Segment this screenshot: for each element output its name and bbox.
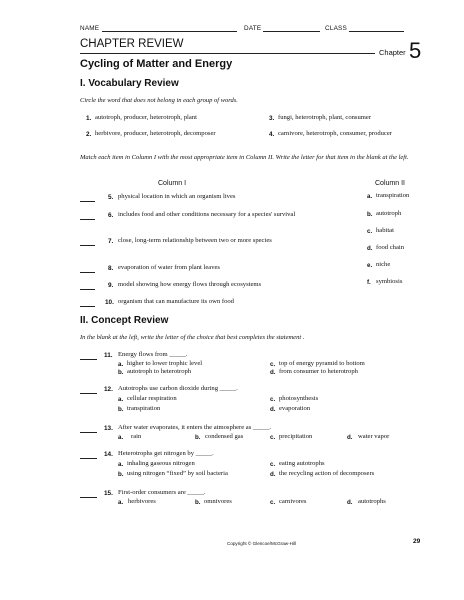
concept-instruction: In the blank at the left, write the letter of the choice that best completes the statement . <box>80 334 305 341</box>
chapter-rule <box>80 53 375 54</box>
date-label: DATE <box>244 25 262 32</box>
q13-c-letter: c. <box>270 434 276 441</box>
item-5-number: 5. <box>108 194 114 201</box>
q15-number: 15. <box>104 490 113 497</box>
vocab-heading: I. Vocabulary Review <box>80 78 179 89</box>
q11-b-text: autotroph to heterotroph <box>127 368 192 375</box>
option-f-letter: f. <box>367 279 371 286</box>
option-b-letter: b. <box>367 211 373 218</box>
answer-blank-9[interactable] <box>80 289 95 290</box>
q14-b-letter: b. <box>118 471 124 478</box>
answer-blank-7[interactable] <box>80 245 95 246</box>
option-e-text: niche <box>376 261 391 268</box>
answer-blank-11[interactable] <box>80 359 97 360</box>
q13-stem: After water evaporates, it enters the atmosphere as _____. <box>118 424 272 431</box>
q12-c-text: photosynthesis <box>279 395 319 402</box>
answer-blank-10[interactable] <box>80 306 95 307</box>
q15-d-text: autotrophs <box>358 498 386 505</box>
q11-a-text: higher to lower trophic level <box>127 360 203 367</box>
answer-blank-8[interactable] <box>80 272 95 273</box>
q11-stem: Energy flows from _____. <box>118 351 188 358</box>
q14-a-text: inhaling gaseous nitrogen <box>127 460 195 467</box>
q15-a-letter: a. <box>118 499 124 506</box>
item-7-text: close, long-term relationship between two or more species <box>118 237 272 244</box>
page-number: 29 <box>413 538 421 545</box>
group-1-number: 1. <box>86 115 92 122</box>
q11-d-text: from consumer to heterotroph <box>279 368 358 375</box>
q12-d-letter: d. <box>270 406 276 413</box>
q14-stem: Heterotrophs get nitrogen by _____. <box>118 450 214 457</box>
option-f-text: symbiosis <box>376 278 403 285</box>
q12-b-text: transpiration <box>127 405 161 412</box>
q15-d-letter: d. <box>347 499 353 506</box>
option-c-text: habitat <box>376 227 394 234</box>
q13-d-letter: d. <box>347 434 353 441</box>
option-b-text: autotroph <box>376 210 402 217</box>
name-label: NAME <box>80 25 100 32</box>
column-1-header: Column I <box>158 180 187 187</box>
q11-a-letter: a. <box>118 361 124 368</box>
option-a-letter: a. <box>367 193 373 200</box>
chapter-number: 5 <box>409 38 422 63</box>
q15-stem: First-order consumers are _____. <box>118 489 206 496</box>
concept-heading: II. Concept Review <box>80 315 169 326</box>
item-6-text: includes food and other conditions necessary for a species' survival <box>118 211 296 218</box>
name-line <box>102 31 237 32</box>
group-4-number: 4. <box>269 131 275 138</box>
option-d-text: food chain <box>376 244 405 251</box>
q15-b-text: omnivores <box>204 498 232 505</box>
option-c-letter: c. <box>367 228 373 235</box>
item-7-number: 7. <box>108 238 114 245</box>
q11-number: 11. <box>104 352 113 359</box>
group-3-number: 3. <box>269 115 275 122</box>
q12-b-letter: b. <box>118 406 124 413</box>
class-line <box>349 31 404 32</box>
q15-b-letter: b. <box>195 499 201 506</box>
answer-blank-12[interactable] <box>80 393 97 394</box>
answer-blank-14[interactable] <box>80 458 97 459</box>
group-2-text: herbivore, producer, heterotroph, decomposer <box>95 130 216 137</box>
q12-a-letter: a. <box>118 396 124 403</box>
item-6-number: 6. <box>108 212 114 219</box>
q11-b-letter: b. <box>118 369 124 376</box>
answer-blank-5[interactable] <box>80 201 95 202</box>
date-line <box>263 31 320 32</box>
q15-c-text: carnivores <box>279 498 307 505</box>
q14-b-text: using nitrogen “fixed” by soil bacteria <box>127 470 228 477</box>
group-2-number: 2. <box>86 131 92 138</box>
chapter-review-label: CHAPTER REVIEW <box>80 38 184 50</box>
q13-a-letter: a. <box>118 434 124 441</box>
option-d-letter: d. <box>367 245 373 252</box>
group-3-text: fungi, heterotroph, plant, consumer <box>278 114 372 121</box>
item-9-number: 9. <box>108 282 114 289</box>
q14-c-letter: c. <box>270 461 276 468</box>
option-a-text: transpiration <box>376 192 410 199</box>
column-2-header: Column II <box>375 180 405 187</box>
q14-d-letter: d. <box>270 471 276 478</box>
item-10-text: organism that can manufacture its own food <box>118 298 234 305</box>
q12-number: 12. <box>104 386 113 393</box>
q12-c-letter: c. <box>270 396 276 403</box>
q15-a-text: herbivores <box>128 498 156 505</box>
class-label: CLASS <box>325 25 347 32</box>
q13-a-text: rain <box>131 433 142 440</box>
q13-c-text: precipitation <box>279 433 313 440</box>
q13-b-letter: b. <box>195 434 201 441</box>
group-4-text: carnivore, heterotroph, consumer, producer <box>278 130 392 137</box>
vocab-instruction-circle: Circle the word that does not belong in each group of words. <box>80 97 238 104</box>
q11-d-letter: d. <box>270 369 276 376</box>
item-9-text: model showing how energy flows through ecosystems <box>118 281 262 288</box>
copyright-notice: Copyright © Glencoe/McGraw-Hill <box>227 541 296 546</box>
chapter-title: Cycling of Matter and Energy <box>80 58 233 70</box>
q13-b-text: condensed gas <box>205 433 244 440</box>
group-1-text: autotroph, producer, heterotroph, plant <box>95 114 197 121</box>
item-8-text: evaporation of water from plant leaves <box>118 264 220 271</box>
q14-number: 14. <box>104 451 113 458</box>
answer-blank-15[interactable] <box>80 497 97 498</box>
q12-d-text: evaporation <box>279 405 311 412</box>
item-10-number: 10. <box>105 299 114 306</box>
vocab-instruction-match: Match each item in Column I with the most appropriate item in Column II. Write the letter for that item in the blank at the left. <box>80 154 409 161</box>
item-8-number: 8. <box>108 265 114 272</box>
q12-stem: Autotrophs use carbon dioxide during _____. <box>118 385 238 392</box>
q14-d-text: the recycling action of decomposers <box>279 470 375 477</box>
q13-d-text: water vapor <box>358 433 390 440</box>
q11-c-letter: c. <box>270 361 276 368</box>
q13-number: 13. <box>104 425 113 432</box>
q14-a-letter: a. <box>118 461 124 468</box>
chapter-word: Chapter <box>379 48 406 57</box>
option-e-letter: e. <box>367 262 373 269</box>
q15-c-letter: c. <box>270 499 276 506</box>
item-5-text: physical location in which an organism lives <box>118 193 236 200</box>
q12-a-text: cellular respiration <box>127 395 177 402</box>
q14-c-text: eating autotrophs <box>279 460 325 467</box>
q11-c-text: top of energy pyramid to bottom <box>279 360 365 367</box>
answer-blank-13[interactable] <box>80 432 97 433</box>
answer-blank-6[interactable] <box>80 219 95 220</box>
